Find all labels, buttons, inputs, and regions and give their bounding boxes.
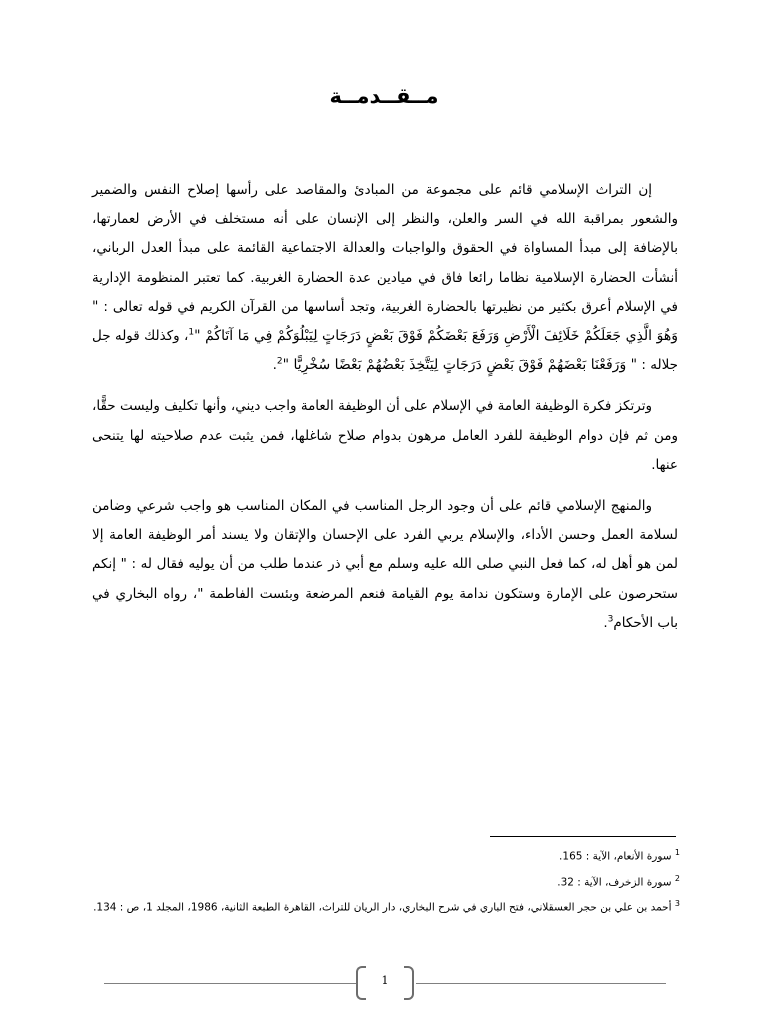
footnote-2 (90, 868, 680, 894)
footnote-3-number: 3 (674, 899, 680, 908)
page-title: مــقــدمــة (329, 84, 439, 108)
footnote-1 (90, 842, 680, 868)
footnote-ref-2[interactable]: 2 (276, 356, 283, 367)
footnote-2-number: 2 (674, 873, 680, 883)
footnote-ref-1[interactable]: 1 (188, 327, 195, 338)
paragraph-2: وترتكز فكرة الوظيفة العامة في الإسلام على أن الوظيفة العامة واجب ديني، وأنها تكليف وليست حقًّا، ومن ثم فإن دوام الوظيفة للفرد العامل مرهون بدوام صلاح شاغلها، فمن يثبت عدم صلاحيته لها يتنحى عنها. (92, 398, 678, 473)
footnote-ref-3[interactable]: 3 (607, 614, 614, 625)
page-number: 1 (381, 974, 389, 987)
paragraph-1-end: . (272, 357, 277, 374)
footnotes (90, 842, 680, 919)
footnote-1-text: سورة الأنعام، الآية : 165. (559, 850, 675, 863)
footer-line-right (416, 983, 666, 984)
body-text (92, 176, 678, 650)
quran-verse-1: " وَهُوَ الَّذِي جَعَلَكُمْ خَلَائِفَ الْأَرْضِ وَرَفَعَ بَعْضَكُمْ فَوْقَ بَعْضٍ دَرَجَاتٍ لِيَبْلُوَكُمْ فِي مَا آتَاكُمْ " (92, 298, 678, 345)
paragraph-1-text: إن التراث الإسلامي قائم على مجموعة من المبادئ والمقاصد على رأسها إصلاح النفس والضمير والشعور بمراقبة الله في السر والعلن، والنظر إلى الإنسان على أنه مستخلف في الأرض لعمارتها، بالإضافة إلى مبدأ المساواة في الحقوق والواجبات والعدالة الاجتماعية القائمة على مبدأ العدل الرباني، أنشأت الحضارة الإسلامية نظاما رائعا فاق في ميادين عدة الحضارة الغربية. كما تعتبر المنظومة الإدارية في الإسلام أعرق بكثير من نظيرتها بالحضارة الغربية، وتجد أساسها من القرآن الكريم في قوله تعالى : (92, 182, 678, 315)
paragraph-1-text-b: ، وكذلك قوله جل جلاله : (92, 328, 678, 374)
paragraph-3-text: والمنهج الإسلامي قائم على أن وجود الرجل المناسب في المكان المناسب هو واجب شرعي وضامن لسلامة العمل وحسن الأداء، والإسلام يربي الفرد على الإحسان والإتقان ولا يسند أمر الوظيفة العامة إلا لمن هو أهل له، كما فعل النبي صلى الله عليه وسلم مع أبي ذر عندما طلب من أن يوليه فقال له : " إنكم ستحرصون على الإمارة وستكون ندامة يوم القيامة فنعم المرضعة وبئست الفاطمة "، رواه البخاري في باب الأحكام (92, 498, 678, 631)
quran-verse-2: " وَرَفَعْنَا بَعْضَهُمْ فَوْقَ بَعْضٍ دَرَجَاتٍ لِيَتَّخِذَ بَعْضُهُمْ بَعْضًا سُخْرِيًّا " (282, 357, 638, 374)
footnote-2-text: سورة الزخرف، الآية : 32. (557, 876, 675, 888)
paragraph-1 (92, 176, 678, 380)
footnote-3-text: أحمد بن علي بن حجر العسقلاني، فتح الباري في شرح البخاري، دار الريان للتراث، القاهرة الطبعة الثانية، 1986، المجلد 1، ص : 134. (93, 901, 675, 914)
paragraph-3-end: . (603, 614, 608, 631)
footnote-3 (90, 893, 680, 919)
footer-line-left (104, 983, 356, 984)
paragraph-3 (92, 492, 678, 638)
footnote-separator (490, 836, 676, 837)
footnote-1-number: 1 (674, 848, 680, 857)
